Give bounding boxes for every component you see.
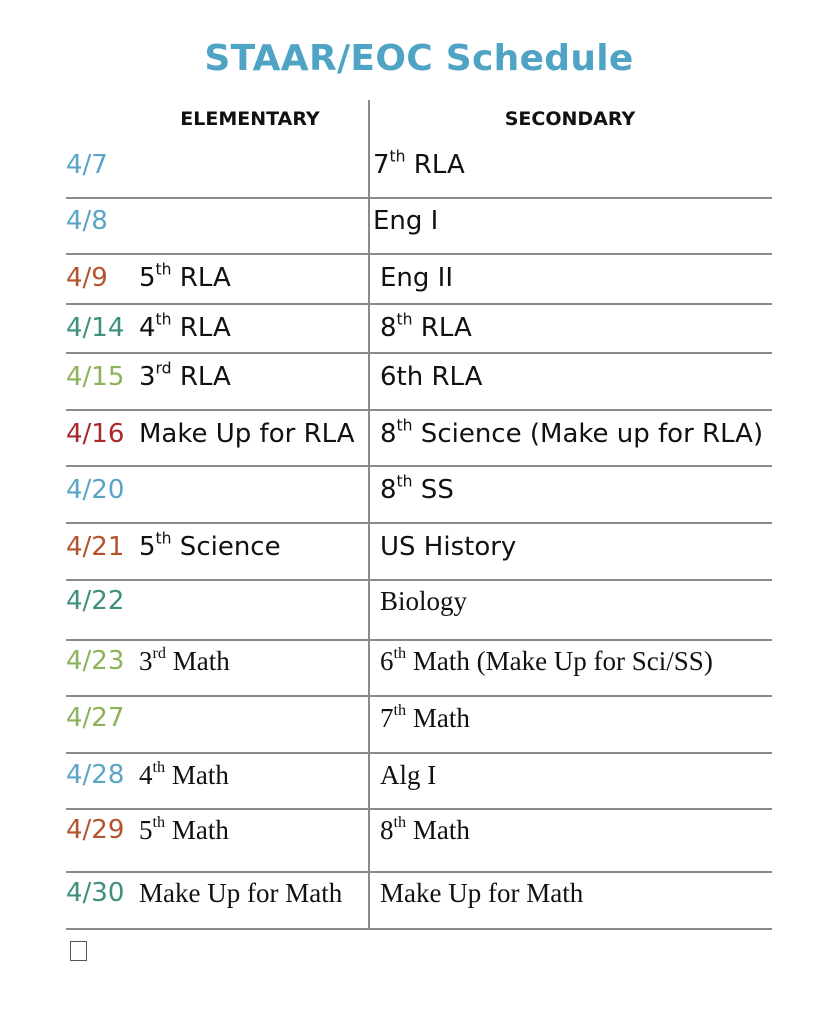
column-divider — [368, 100, 370, 930]
elem-text: 3 — [139, 362, 156, 392]
elem-subject: Math — [165, 760, 229, 790]
sec-subject: SS — [412, 475, 454, 505]
row-date: 4/7 — [66, 150, 108, 180]
elem-ordinal: th — [155, 529, 172, 548]
checkbox[interactable] — [70, 941, 87, 961]
row-date: 4/8 — [66, 206, 108, 236]
row-separator — [66, 752, 772, 754]
row-secondary-cell — [380, 532, 516, 562]
elem-subject: RLA — [171, 263, 231, 293]
row-separator — [66, 253, 772, 255]
row-secondary-cell — [380, 586, 467, 617]
elem-text: Make Up for Math — [139, 878, 343, 908]
sec-subject: Math — [406, 703, 470, 733]
sec-text: 6th RLA — [380, 362, 483, 392]
sec-subject: Math — [406, 815, 470, 845]
elem-text: 3 — [139, 646, 153, 676]
sec-subject: RLA — [405, 150, 465, 180]
row-date: 4/23 — [66, 646, 125, 676]
page-title: STAAR/EOC Schedule — [204, 38, 634, 79]
row-date: 4/16 — [66, 419, 125, 449]
row-elementary-cell — [139, 529, 281, 562]
sec-text: 7 — [380, 703, 394, 733]
row-date: 4/14 — [66, 313, 125, 343]
row-date: 4/22 — [66, 586, 125, 616]
sec-subject: Math (Make Up for Sci/SS) — [406, 646, 713, 676]
row-date: 4/9 — [66, 263, 108, 293]
row-elementary-cell — [139, 359, 231, 392]
row-secondary-cell — [380, 362, 482, 392]
row-secondary-cell — [380, 472, 454, 505]
column-header-secondary: SECONDARY — [504, 108, 636, 130]
elem-ordinal: th — [155, 260, 172, 279]
sec-ordinal: th — [396, 416, 413, 435]
row-secondary-cell — [380, 416, 764, 449]
row-separator — [66, 352, 772, 354]
sec-ordinal: th — [393, 700, 407, 719]
row-date: 4/27 — [66, 703, 125, 733]
row-secondary-cell — [380, 812, 470, 846]
sec-text: Make Up for Math — [380, 878, 584, 908]
row-separator — [66, 695, 772, 697]
row-secondary-cell — [373, 147, 465, 180]
elem-subject: Science — [171, 532, 281, 562]
row-separator — [66, 197, 772, 199]
row-date: 4/15 — [66, 362, 125, 392]
row-elementary-cell — [139, 260, 231, 293]
row-elementary-cell — [139, 757, 229, 791]
elem-ordinal: th — [152, 812, 166, 831]
row-separator — [66, 928, 772, 930]
row-elementary-cell — [139, 419, 355, 449]
row-secondary-cell — [380, 700, 470, 734]
sec-ordinal: th — [389, 147, 406, 166]
sec-text: US History — [380, 532, 517, 562]
row-date: 4/21 — [66, 532, 125, 562]
sec-text: Eng II — [380, 263, 454, 293]
elem-text: 4 — [139, 760, 153, 790]
elem-subject: Math — [165, 646, 230, 676]
sec-subject: RLA — [412, 313, 472, 343]
sec-text: Eng I — [373, 206, 439, 236]
elem-text: Make Up for RLA — [139, 419, 355, 449]
row-separator — [66, 639, 772, 641]
sec-text: 8 — [380, 313, 397, 343]
sec-text: 7 — [373, 150, 390, 180]
elem-text: 5 — [139, 263, 156, 293]
row-date: 4/20 — [66, 475, 125, 505]
column-header-elementary: ELEMENTARY — [180, 108, 320, 130]
row-date: 4/30 — [66, 878, 125, 908]
sec-text: Alg I — [380, 760, 437, 790]
row-separator — [66, 871, 772, 873]
sec-subject: Science (Make up for RLA) — [412, 419, 764, 449]
elem-ordinal: rd — [152, 643, 166, 662]
sec-text: 8 — [380, 419, 397, 449]
sec-ordinal: th — [396, 472, 413, 491]
elem-text: 5 — [139, 532, 156, 562]
row-secondary-cell — [380, 643, 713, 677]
row-secondary-cell — [373, 206, 438, 236]
row-separator — [66, 465, 772, 467]
row-secondary-cell — [380, 760, 436, 791]
row-elementary-cell — [139, 878, 342, 909]
elem-ordinal: th — [155, 310, 172, 329]
row-separator — [66, 808, 772, 810]
elem-subject: Math — [165, 815, 229, 845]
sec-text: 8 — [380, 815, 394, 845]
row-elementary-cell — [139, 310, 231, 343]
row-separator — [66, 409, 772, 411]
row-separator — [66, 303, 772, 305]
row-secondary-cell — [380, 878, 583, 909]
row-secondary-cell — [380, 263, 453, 293]
elem-subject: RLA — [171, 313, 231, 343]
sec-ordinal: th — [396, 310, 413, 329]
row-date: 4/29 — [66, 815, 125, 845]
sec-ordinal: th — [393, 643, 407, 662]
elem-text: 4 — [139, 313, 156, 343]
elem-text: 5 — [139, 815, 153, 845]
elem-subject: RLA — [171, 362, 231, 392]
elem-ordinal: th — [152, 757, 166, 776]
row-date: 4/28 — [66, 760, 125, 790]
sec-text: 8 — [380, 475, 397, 505]
row-elementary-cell — [139, 812, 229, 846]
sec-text: Biology — [380, 586, 468, 616]
row-separator — [66, 579, 772, 581]
row-secondary-cell — [380, 310, 472, 343]
row-separator — [66, 522, 772, 524]
sec-ordinal: th — [393, 812, 407, 831]
row-elementary-cell — [139, 643, 230, 677]
sec-text: 6 — [380, 646, 394, 676]
elem-ordinal: rd — [155, 359, 172, 378]
